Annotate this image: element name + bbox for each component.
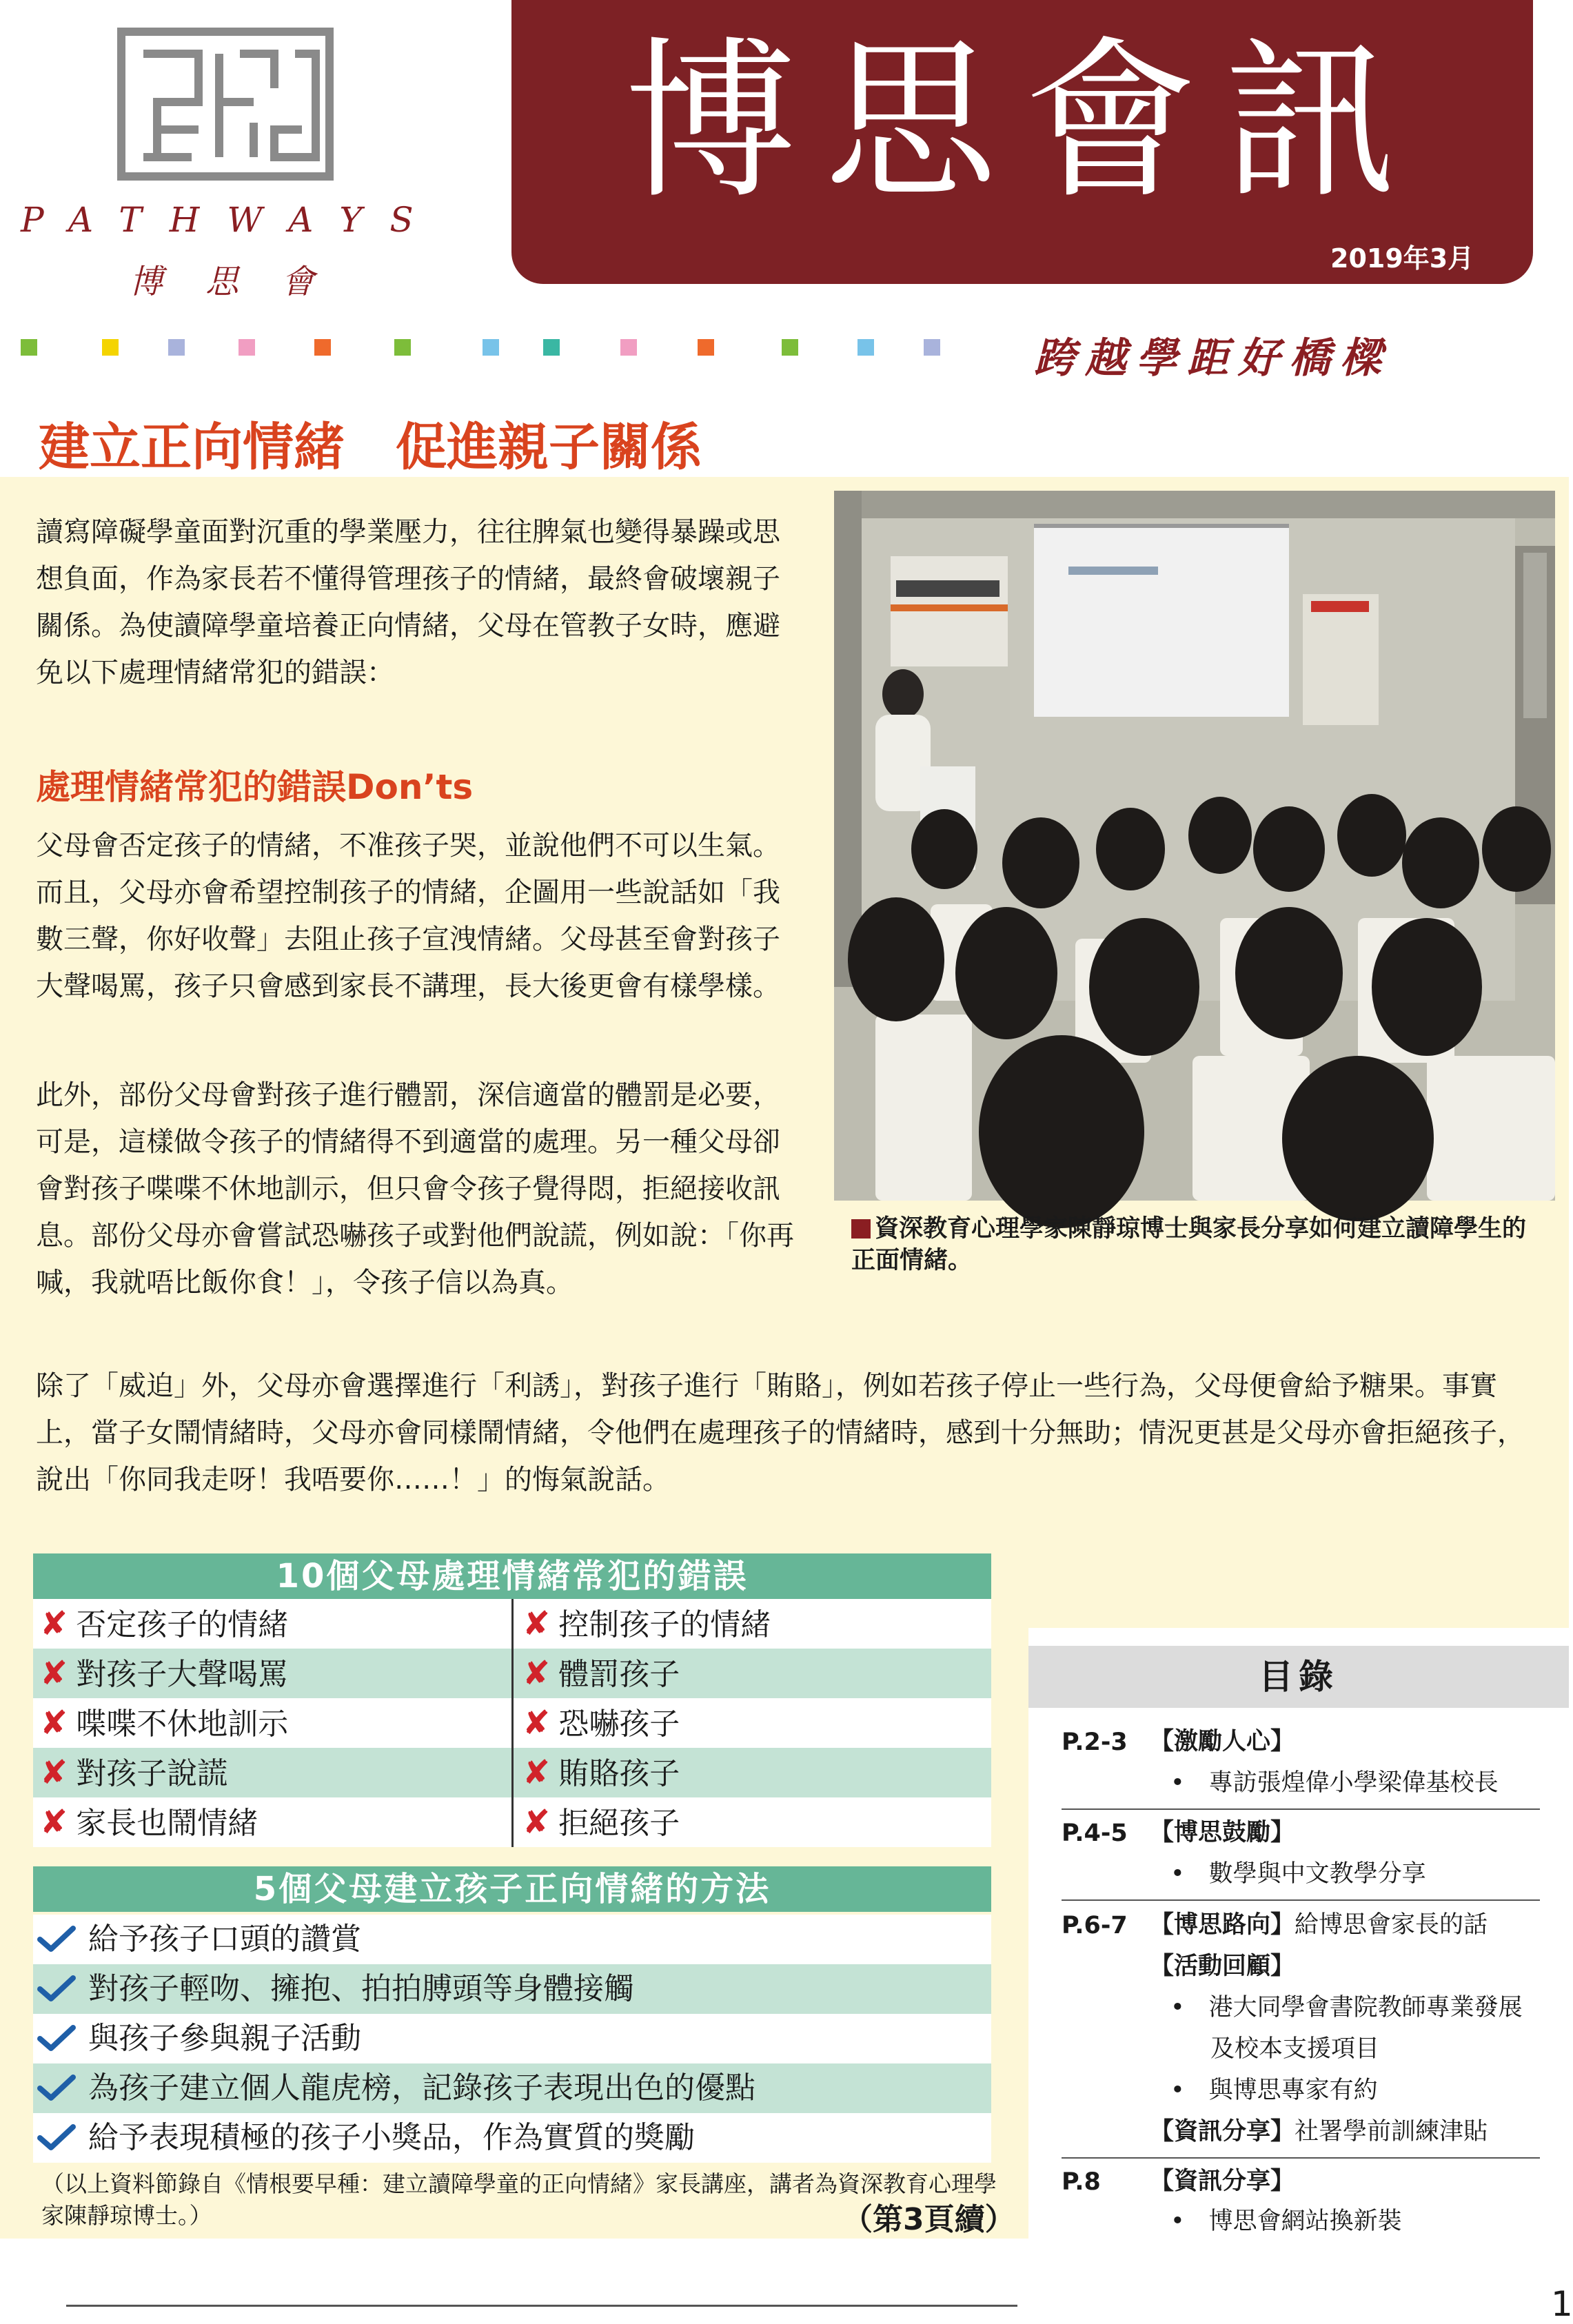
cross-icon: ✘ (522, 1704, 551, 1742)
toc-category (1150, 1945, 1295, 1988)
mistakes-table-title: 10個父母處理情緒常犯的錯誤 (33, 1553, 991, 1599)
toc-category-label: 【資訊分享】 (1150, 2168, 1295, 2195)
cross-icon: ✘ (522, 1753, 551, 1792)
toc-entry-text: 數學與中文教學分享 (1208, 1860, 1426, 1888)
methods-row (33, 2113, 991, 2163)
toc-category-text: 社署學前訓練津貼 (1295, 2118, 1488, 2145)
method-item: 給予孩子口頭的讚賞 (88, 1922, 361, 1957)
toc-category (1150, 2160, 1295, 2203)
decorative-square (857, 339, 874, 356)
cross-icon: ✘ (40, 1803, 68, 1842)
decorative-square (924, 339, 940, 356)
logo-wordmark-en: PATHWAYS (21, 200, 441, 240)
method-item: 與孩子參與親子活動 (88, 2021, 361, 2056)
method-item: 給予表現積極的孩子小獎品，作為實質的獎勵 (88, 2120, 695, 2155)
tagline: 跨越學距好橋樑 (1034, 334, 1391, 383)
cross-icon: ✘ (40, 1753, 68, 1792)
toc-entry-continued: 及校本支援項目 (1210, 2035, 1380, 2063)
method-item: 對孩子輕吻、擁抱、拍拍膊頭等身體接觸 (88, 1971, 634, 2006)
toc-category-label: 【博思路向】 (1150, 1911, 1295, 1939)
continued-note: （第3頁續） (842, 2202, 1015, 2237)
decorative-square (483, 339, 499, 356)
toc-divider (1062, 1899, 1540, 1901)
photo-caption (851, 1213, 1541, 1276)
decorative-square (782, 339, 798, 356)
toc-category (1150, 1904, 1488, 1946)
toc-category-label: 【活動回顧】 (1150, 1953, 1295, 1980)
cross-icon: ✘ (522, 1604, 551, 1643)
toc-entry-text: 港大同學會書院教師專業發展 (1208, 1994, 1523, 2021)
mistake-item: 對孩子大聲喝罵 (76, 1657, 289, 1692)
toc-category (1150, 1720, 1295, 1763)
toc-category (1150, 2110, 1488, 2153)
toc-entry: • 港大同學會書院教師專業發展 (1170, 1994, 1523, 2021)
cross-icon: ✘ (522, 1654, 551, 1693)
check-icon (37, 1975, 76, 2003)
page-number: 1 (1551, 2284, 1573, 2324)
cross-icon: ✘ (40, 1604, 68, 1643)
toc-page: P.2-3 (1062, 1729, 1128, 1756)
toc-entry-text: 博思會網站換新裝 (1208, 2208, 1402, 2235)
decorative-square (620, 339, 637, 356)
mistake-item: 對孩子說謊 (76, 1756, 228, 1791)
toc-page: P.4-5 (1062, 1820, 1128, 1847)
toc-entry-text: 與博思專家有約 (1208, 2077, 1378, 2104)
decorative-square (314, 339, 331, 356)
toc-title: 目錄 (1028, 1646, 1569, 1708)
mistake-item: 喋喋不休地訓示 (76, 1706, 289, 1742)
mistake-item: 賄賂孩子 (558, 1756, 680, 1791)
mistake-item: 控制孩子的情緒 (558, 1607, 771, 1642)
footer-rule (66, 2305, 1017, 2307)
donts-subheading: 處理情緒常犯的錯誤Don’ts (36, 767, 474, 807)
photo-caption-text: 資深教育心理學家陳靜琼博士與家長分享如何建立讀障學生的正面情緒。 (851, 1215, 1527, 1274)
pathways-logo-mark (116, 26, 335, 182)
check-icon (37, 2124, 76, 2152)
mistake-item: 否定孩子的情緒 (76, 1607, 289, 1642)
decorative-square (394, 339, 411, 356)
decorative-square (102, 339, 119, 356)
cross-icon: ✘ (40, 1654, 68, 1693)
mistake-item: 拒絕孩子 (558, 1806, 680, 1841)
cross-icon: ✘ (522, 1803, 551, 1842)
check-icon (37, 1926, 76, 1953)
table-column-divider (511, 1599, 514, 1847)
toc-entry: • 博思會網站換新裝 (1170, 2208, 1402, 2235)
toc-page: P.6-7 (1062, 1912, 1128, 1939)
check-icon (37, 2075, 76, 2102)
intro-paragraph: 讀寫障礙學童面對沉重的學業壓力，往往脾氣也變得暴躁或思想負面，作為家長若不懂得管理孩子的情緒，最終會破壞親子關係。為使讀障學童培養正向情緒，父母在管教子女時，應避免以下處理情緒常犯的錯誤： (36, 516, 780, 689)
decorative-square (168, 339, 185, 356)
decorative-square (239, 339, 255, 356)
toc-category-label: 【資訊分享】 (1150, 2118, 1295, 2145)
logo-wordmark-zh: 博思會 (130, 263, 358, 301)
toc-category-label: 【激勵人心】 (1150, 1728, 1295, 1755)
toc-entry: • 數學與中文教學分享 (1170, 1860, 1426, 1888)
decorative-square (21, 339, 37, 356)
methods-row (33, 2063, 991, 2113)
decorative-square (543, 339, 560, 356)
methods-table-title: 5個父母建立孩子正向情緒的方法 (33, 1866, 991, 1912)
paragraph-4: 除了「威迫」外，父母亦會選擇進行「利誘」，對孩子進行「賄賂」，例如若孩子停止一些行為，父母便會給予糖果。事實上，當子女鬧情緒時，父母亦會同樣鬧情緒，令他們在處理孩子的情緒時，感到十分無助；情況更甚是父母亦會拒絕孩子，說出「你同我走呀！我唔要你……！」的悔氣說話。 (36, 1370, 1525, 1496)
issue-date: 2019年3月 (1330, 243, 1474, 274)
methods-row (33, 1964, 991, 2014)
methods-row (33, 2014, 991, 2063)
toc-page: P.8 (1062, 2168, 1101, 2196)
source-footnote: （以上資料節錄自《情根要早種：建立讀障學童的正向情緒》家長講座，講者為資深教育心理學家陳靜琼博士。） (41, 2170, 997, 2229)
newsletter-title: 博思會訊 (625, 21, 1424, 222)
toc-entry: • 專訪張煌偉小學梁偉基校長 (1170, 1769, 1499, 1797)
toc-divider (1062, 2157, 1540, 2159)
toc-entry-text: 專訪張煌偉小學梁偉基校長 (1208, 1769, 1499, 1797)
methods-row (33, 1915, 991, 1964)
mistake-item: 恐嚇孩子 (558, 1706, 680, 1742)
article-headline: 建立正向情緒 促進親子關係 (39, 418, 702, 477)
paragraph-2: 父母會否定孩子的情緒，不准孩子哭，並說他們不可以生氣。而且，父母亦會希望控制孩子的情緒，企圖用一些說話如「我數三聲，你好收聲」去阻止孩子宣洩情緒。父母甚至會對孩子大聲喝罵，孩子只會感到家長不講理，長大後更會有樣學樣。 (36, 830, 780, 1002)
decorative-square (698, 339, 714, 356)
paragraph-3: 此外，部份父母會對孩子進行體罰，深信適當的體罰是必要，可是，這樣做令孩子的情緒得不到適當的處理。另一種父母卻會對孩子喋喋不休地訓示，但只會令孩子覺得悶，拒絕接收訊息。部份父母亦會嘗試恐嚇孩子或對他們說謊，例如說：「你再喊，我就唔比飯你食！」，令孩子信以為真。 (36, 1079, 794, 1298)
mistake-item: 體罰孩子 (558, 1657, 680, 1692)
method-item: 為孩子建立個人龍虎榜，記錄孩子表現出色的優點 (88, 2070, 755, 2106)
toc-category (1150, 1811, 1295, 1854)
check-icon (37, 2025, 76, 2052)
mistake-item: 家長也鬧情緒 (76, 1806, 258, 1841)
toc-category-text: 給博思會家長的話 (1295, 1911, 1488, 1939)
toc-divider (1062, 1808, 1540, 1810)
cross-icon: ✘ (40, 1704, 68, 1742)
toc-category-label: 【博思鼓勵】 (1150, 1819, 1295, 1846)
toc-entry: • 與博思專家有約 (1170, 2077, 1378, 2104)
seminar-photo (834, 491, 1555, 1201)
caption-marker-icon (851, 1219, 871, 1239)
